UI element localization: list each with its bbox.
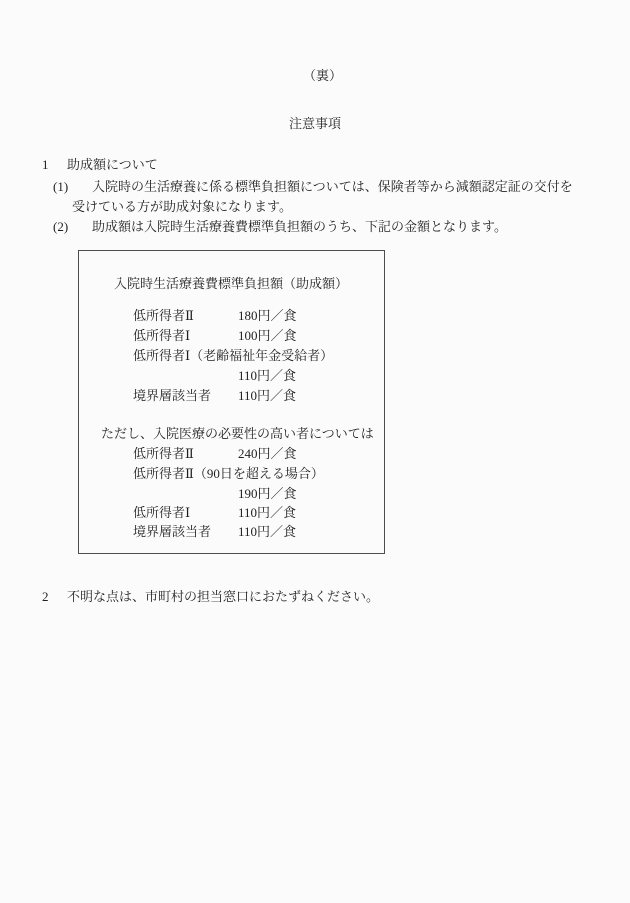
fee-row-label: 低所得者Ⅰ xyxy=(133,505,191,520)
fee-row-amount: 110円／食 xyxy=(238,388,297,403)
fee-row xyxy=(79,465,384,483)
fee-row xyxy=(79,504,384,522)
fee-row-label: 低所得者Ⅱ（90日を超える場合） xyxy=(133,466,324,481)
fee-row xyxy=(79,327,384,345)
fee-row-label: 低所得者Ⅱ xyxy=(133,308,194,323)
item-2-marker: (2) xyxy=(53,219,69,234)
fee-row xyxy=(79,367,384,385)
fee-row xyxy=(79,347,384,365)
back-side-label: （裏） xyxy=(303,68,343,83)
fee-row-label: 低所得者Ⅰ（老齢福祉年金受給者） xyxy=(133,348,334,363)
section-1-number: 1 xyxy=(42,157,49,172)
item-1-line-1: 入院時の生活療養に係る標準負担額については、保険者等から減額認定証の交付を xyxy=(92,179,573,194)
section-2-text: 不明な点は、市町村の担当窓口におたずねください。 xyxy=(67,589,380,604)
conditional-note: ただし、入院医療の必要性の高い者については xyxy=(101,426,374,441)
fee-row-amount: 240円／食 xyxy=(238,446,297,461)
fee-row-amount: 110円／食 xyxy=(238,368,297,383)
fee-row-label: 境界層該当者 xyxy=(133,524,212,539)
fee-row xyxy=(79,387,384,405)
section-1-heading: 助成額について xyxy=(67,157,158,172)
fee-row xyxy=(79,523,384,541)
fee-row-label: 低所得者Ⅱ xyxy=(133,446,194,461)
fee-row-amount: 100円／食 xyxy=(238,328,297,343)
section-2-number: 2 xyxy=(42,589,49,604)
fee-row xyxy=(79,485,384,503)
item-1-marker: (1) xyxy=(53,179,69,194)
fee-row-label: 低所得者Ⅰ xyxy=(133,328,191,343)
document-title: 注意事項 xyxy=(288,116,341,131)
item-2-line-1: 助成額は入院時生活療養費標準負担額のうち、下記の金額となります。 xyxy=(92,219,507,234)
fee-row xyxy=(79,307,384,325)
fee-row-label: 境界層該当者 xyxy=(133,388,212,403)
fee-row-amount: 110円／食 xyxy=(238,505,297,520)
fee-row-amount: 110円／食 xyxy=(238,524,297,539)
fee-row-amount: 190円／食 xyxy=(238,486,297,501)
fee-box-title: 入院時生活療養費標準負担額（助成額） xyxy=(114,276,349,291)
fee-row xyxy=(79,445,384,463)
subsidy-amount-box xyxy=(78,250,385,554)
fee-row-amount: 180円／食 xyxy=(238,308,297,323)
item-1-line-2: 受けている方が助成対象になります。 xyxy=(72,199,292,214)
